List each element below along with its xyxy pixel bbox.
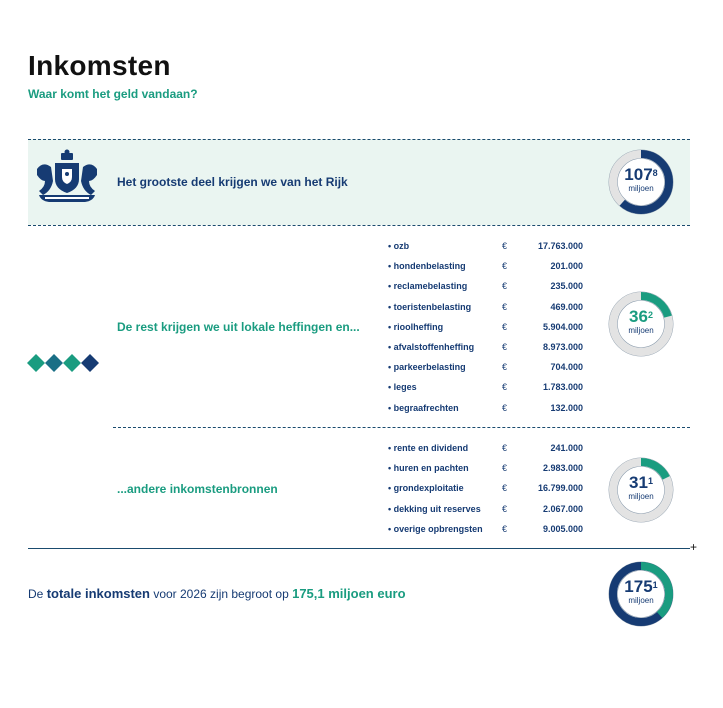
list-item-currency: €	[502, 342, 508, 352]
donut-rijk	[608, 149, 674, 215]
list-item-amount: 1.783.000	[542, 382, 583, 393]
list-item-label: • begraafrechten	[388, 402, 459, 413]
list-item-currency: €	[502, 523, 508, 534]
list-item	[388, 403, 588, 419]
list-item-amount: 9.005.000	[542, 523, 583, 534]
list-item-amount: 704.000	[550, 362, 583, 373]
donut-andere-major: 31	[629, 473, 648, 492]
list-item-currency: €	[502, 241, 508, 251]
list-item	[388, 504, 588, 520]
list-item-amount: 241.000	[550, 443, 583, 453]
page-subtitle: Waar komt het geld vandaan?	[28, 87, 198, 101]
donut-rijk-unit: miljoen	[628, 184, 654, 193]
list-item-currency: €	[502, 382, 508, 393]
list-item	[388, 322, 588, 338]
list-item	[388, 281, 588, 297]
list-item-amount: 2.983.000	[542, 463, 583, 474]
divider-lokaal	[113, 427, 690, 428]
list-item	[388, 342, 588, 358]
list-item	[388, 241, 588, 257]
list-item-label: • rente en dividend	[388, 443, 469, 453]
list-item-label: • grondexploitatie	[388, 483, 464, 494]
list-item	[388, 443, 588, 459]
list-item-label: • parkeerbelasting	[388, 362, 466, 373]
total-sentence	[28, 586, 406, 601]
list-item-amount: 235.000	[550, 281, 583, 292]
list-item-currency: €	[502, 281, 508, 292]
list-item-currency: €	[502, 301, 508, 312]
donut-rijk-major: 107	[624, 165, 653, 184]
list-item-label: • leges	[388, 382, 417, 393]
donut-andere-unit: miljoen	[628, 492, 654, 501]
donut-total-unit: miljoen	[628, 596, 654, 605]
total-bold2: 175,1 miljoen euro	[292, 586, 406, 601]
rijkswapen-icon	[33, 149, 101, 205]
diamond-icon	[27, 354, 101, 372]
list-item-label: • rioolheffing	[388, 321, 444, 332]
lokaal-text: De rest krijgen we uit lokale heffingen en...	[117, 320, 360, 334]
list-item	[388, 483, 588, 499]
list-item-currency: €	[502, 483, 508, 494]
list-item-label: • dekking uit reserves	[388, 503, 481, 514]
page-title: Inkomsten	[28, 50, 171, 81]
list-item-label: • huren en pachten	[388, 463, 469, 474]
donut-lokaal-minor: 2	[647, 310, 653, 320]
list-item-amount: 2.067.000	[542, 503, 583, 514]
list-item	[388, 524, 588, 540]
donut-lokaal	[608, 291, 674, 357]
donut-total-minor: 1	[652, 580, 658, 590]
list-item	[388, 302, 588, 318]
list-item-amount: 132.000	[550, 402, 583, 413]
list-item-label: • overige opbrengsten	[388, 523, 483, 534]
divider-bottom	[28, 548, 690, 549]
donut-andere	[608, 457, 674, 523]
donut-total	[608, 561, 674, 627]
list-item-amount: 8.973.000	[542, 342, 583, 352]
crosshair-icon: +	[690, 540, 698, 554]
list-item-label: • toeristenbelasting	[388, 301, 472, 312]
list-item	[388, 261, 588, 277]
list-item-label: • reclamebelasting	[388, 281, 468, 292]
total-bold1: totale inkomsten	[46, 586, 150, 601]
total-prefix: De	[28, 587, 47, 601]
donut-lokaal-unit: miljoen	[628, 326, 654, 335]
donut-lokaal-major: 36	[629, 307, 648, 326]
rijk-text: Het grootste deel krijgen we van het Rijk	[117, 175, 348, 189]
list-item-amount: 16.799.000	[537, 483, 583, 494]
divider-rijk	[28, 225, 690, 226]
list-item-currency: €	[502, 463, 508, 474]
list-item-label: • ozb	[388, 241, 410, 251]
donut-total-major: 175	[624, 577, 653, 596]
donut-rijk-minor: 8	[652, 168, 658, 178]
andere-text: ...andere inkomstenbronnen	[117, 482, 278, 496]
total-middle: voor 2026 zijn begroot op	[149, 587, 293, 601]
list-item-currency: €	[502, 261, 508, 272]
list-item-currency: €	[502, 362, 508, 373]
list-item-label: • afvalstoffenheffing	[388, 342, 475, 352]
list-item	[388, 382, 588, 398]
list-item-amount: 5.904.000	[542, 321, 583, 332]
list-item-label: • hondenbelasting	[388, 261, 466, 272]
donut-andere-minor: 1	[647, 476, 653, 486]
list-item-currency: €	[502, 402, 508, 413]
list-item-amount: 469.000	[550, 301, 583, 312]
list-item-amount: 17.763.000	[537, 241, 583, 251]
list-item	[388, 463, 588, 479]
list-item-amount: 201.000	[550, 261, 583, 272]
list-item-currency: €	[502, 503, 508, 514]
list-item	[388, 362, 588, 378]
list-item-currency: €	[502, 321, 508, 332]
divider-top	[28, 139, 690, 140]
list-item-currency: €	[502, 443, 508, 453]
